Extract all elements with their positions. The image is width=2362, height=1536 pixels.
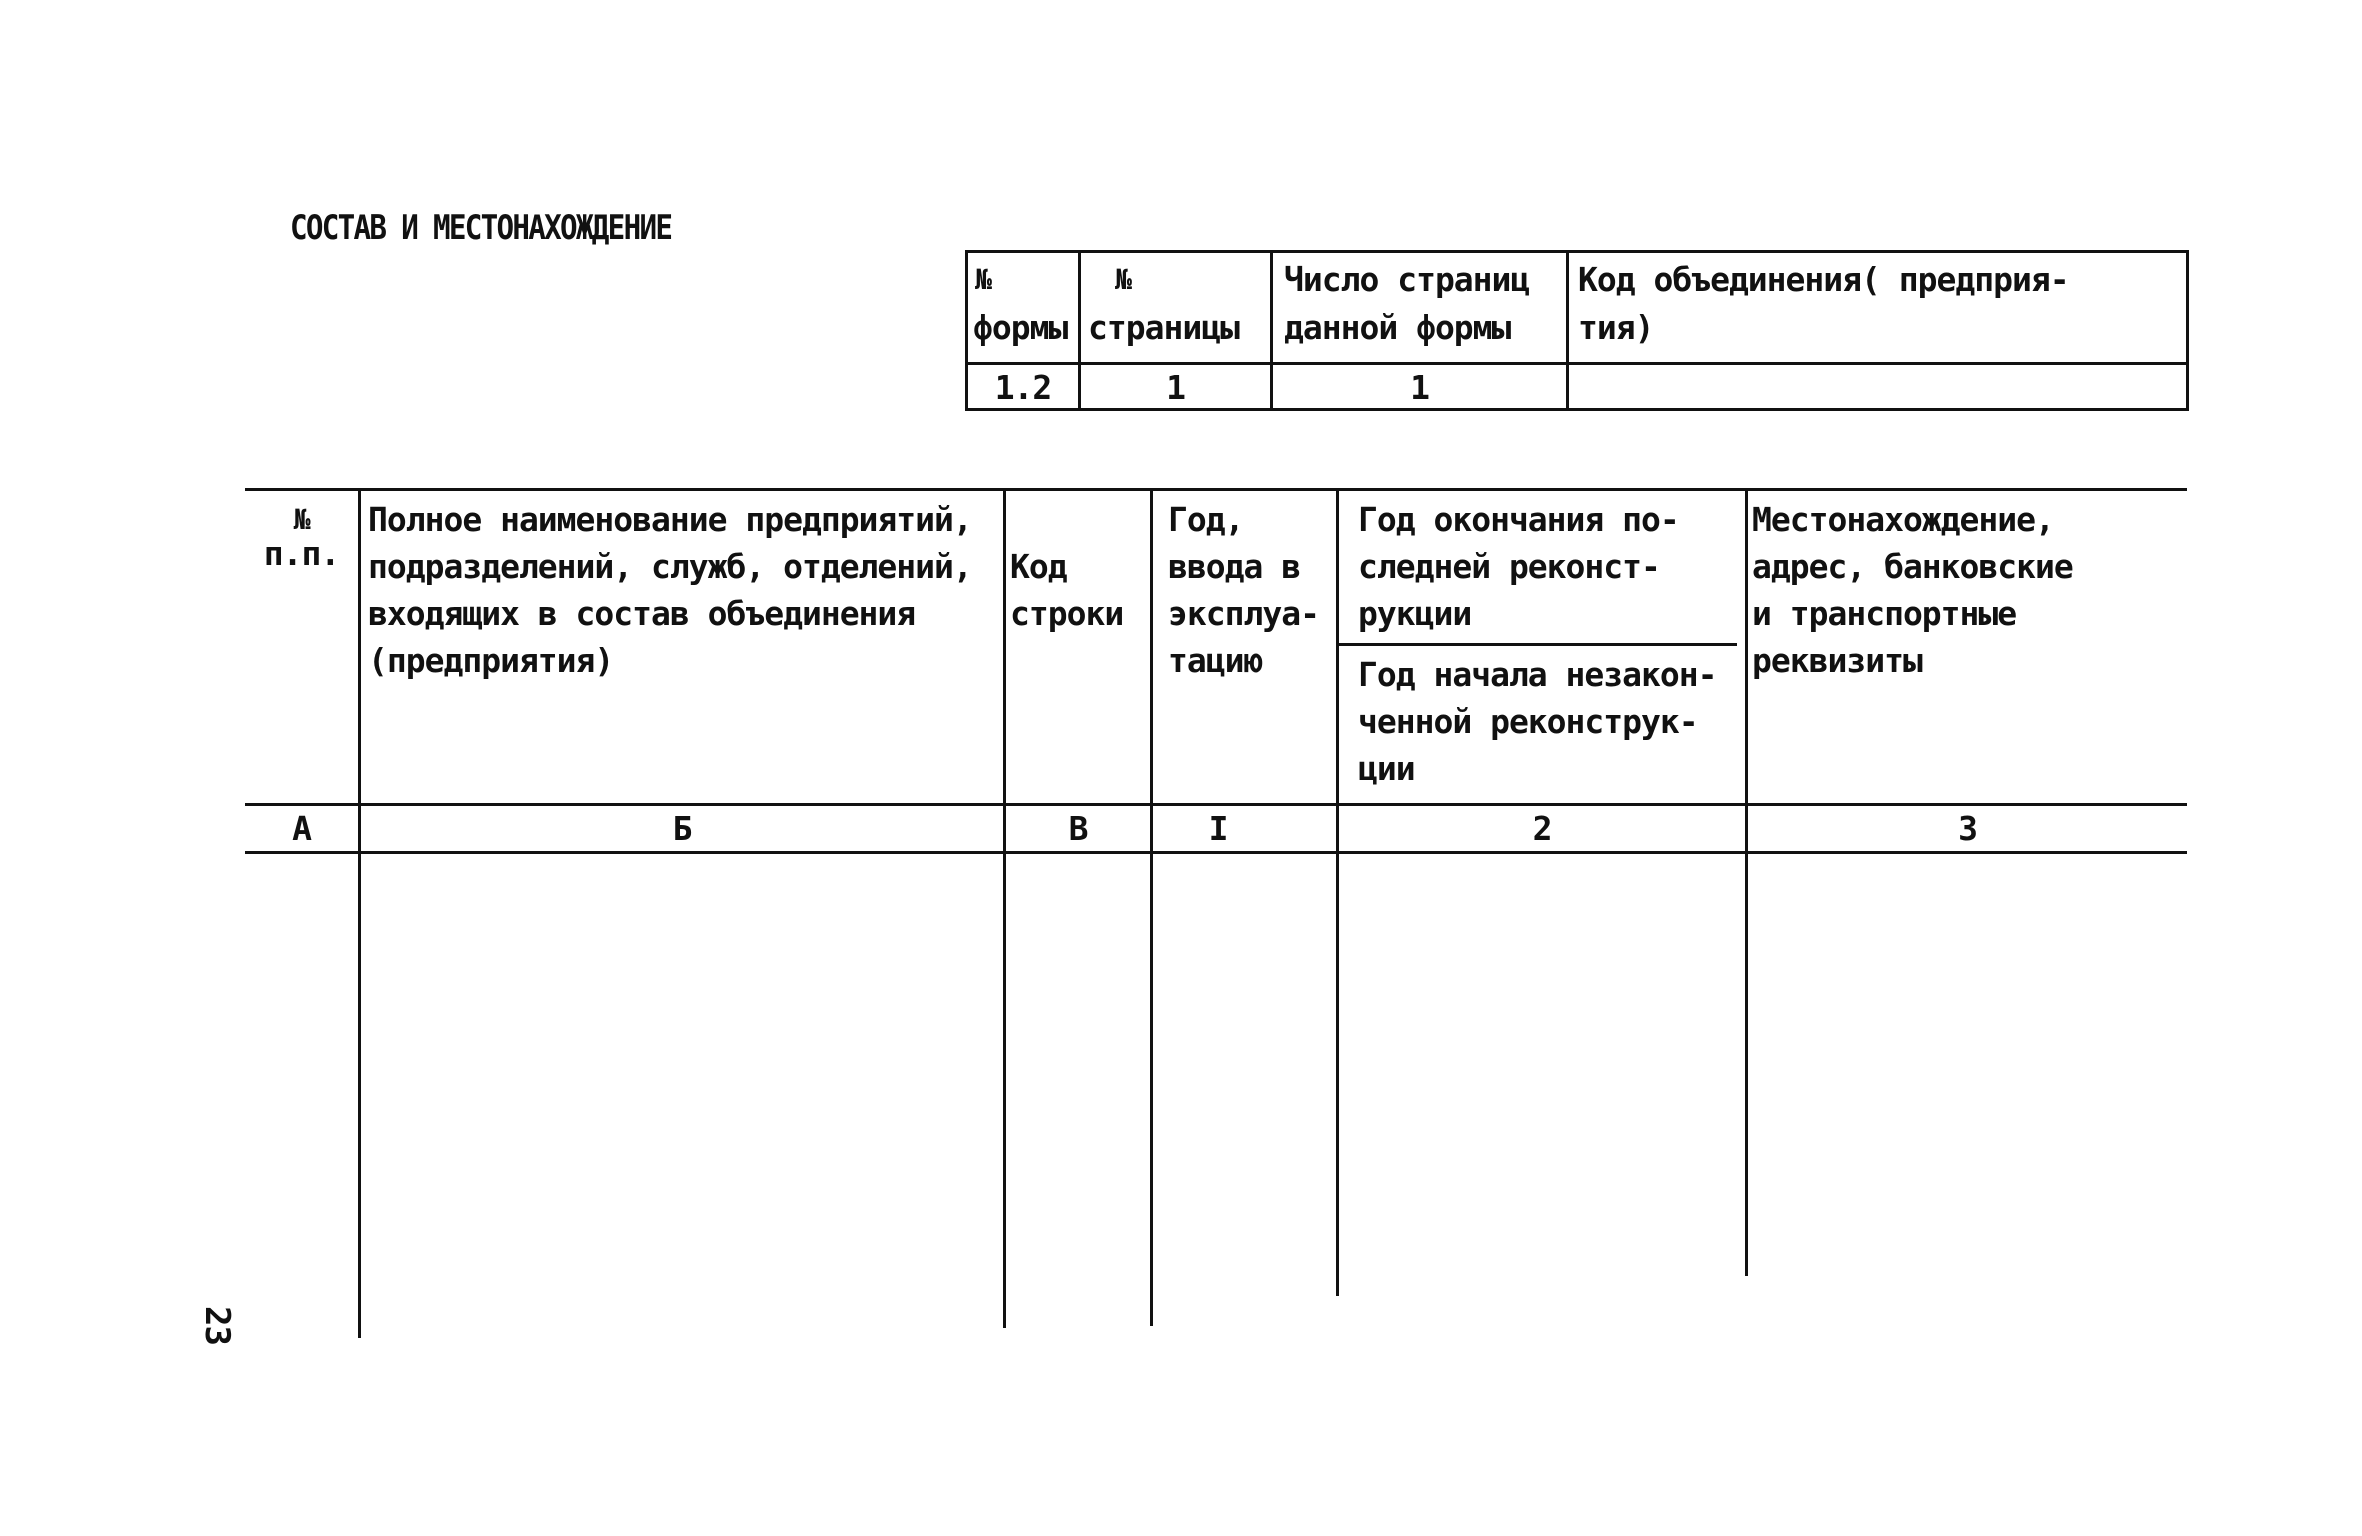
col-3-letter: 3 (1958, 809, 1977, 848)
col-v-header-line1: Код (1010, 547, 1067, 586)
col-1-header-line2: ввода в (1168, 547, 1301, 586)
col-1-letter: I (1208, 809, 1228, 848)
page-number-header-sign: № (1115, 263, 1131, 296)
col-a-letter: А (292, 809, 311, 848)
enterprise-code-header-line2: тия) (1578, 308, 1654, 347)
enterprise-code-header-line1: Код объединения( предприя- (1578, 260, 2069, 299)
col-1-header-line1: Год, (1168, 500, 1244, 539)
main-table-divider-1 (1336, 488, 1339, 1296)
main-table-top-border (245, 488, 2187, 491)
col-2-letter: 2 (1532, 809, 1552, 848)
main-table-divider-b (1003, 488, 1006, 1328)
col-a-header-label: п.п. (263, 534, 340, 573)
form-number-header-sign: № (975, 263, 991, 296)
col-a-header-sign: № (293, 503, 310, 536)
col-b-header-line3: входящих в состав объединения (368, 594, 916, 633)
col-v-header-line2: строки (1010, 594, 1124, 633)
page-count-value: 1 (1410, 368, 1429, 407)
col-2-top-line2: следней реконст- (1358, 547, 1660, 586)
col-3-header-line4: реквизиты (1752, 641, 1922, 680)
col-2-bottom-line2: ченной реконструк- (1358, 702, 1698, 741)
form-number-value: 1.2 (994, 368, 1052, 407)
page-number-header-label: страницы (1088, 308, 1239, 347)
col-v-letter: В (1068, 809, 1088, 848)
col-3-header-line1: Местонахождение, (1752, 500, 2054, 539)
col-2-bottom-line3: ции (1358, 749, 1415, 788)
col-b-header-line2: подразделений, служб, отделений, (368, 547, 972, 586)
col-2-bottom-line1: Год начала незакон- (1358, 655, 1717, 694)
main-table-divider-2 (1745, 488, 1748, 1276)
col-1-header-line4: тацию (1168, 641, 1263, 680)
col-3-header-line3: и транспортные (1752, 594, 2017, 633)
form-info-top-border (965, 250, 2188, 253)
main-table-divider-v (1150, 488, 1153, 1326)
col-3-header-line2: адрес, банковские (1752, 547, 2073, 586)
form-number-header-label: формы (973, 308, 1068, 347)
page-count-header-line1: Число страниц (1284, 260, 1530, 299)
page-count-header-line2: данной формы (1284, 308, 1511, 347)
col-b-letter: Б (672, 809, 692, 848)
form-info-divider-3 (1566, 250, 1569, 411)
form-info-right-border (2186, 250, 2189, 411)
document-title: СОСТАВ И МЕСТОНАХОЖДЕНИЕ (290, 208, 672, 248)
col-1-header-line3: эксплуа- (1168, 594, 1319, 633)
col-b-header-line1: Полное наименование предприятий, (368, 500, 972, 539)
page-number: 23 (196, 1306, 237, 1345)
col2-split-line (1337, 643, 1737, 646)
col-2-top-line1: Год окончания по- (1358, 500, 1679, 539)
page-number-value: 1 (1166, 368, 1185, 407)
col-2-top-line3: рукции (1358, 594, 1472, 633)
main-table-divider-a (358, 488, 361, 1338)
col-b-header-line4: (предприятия) (368, 641, 614, 680)
